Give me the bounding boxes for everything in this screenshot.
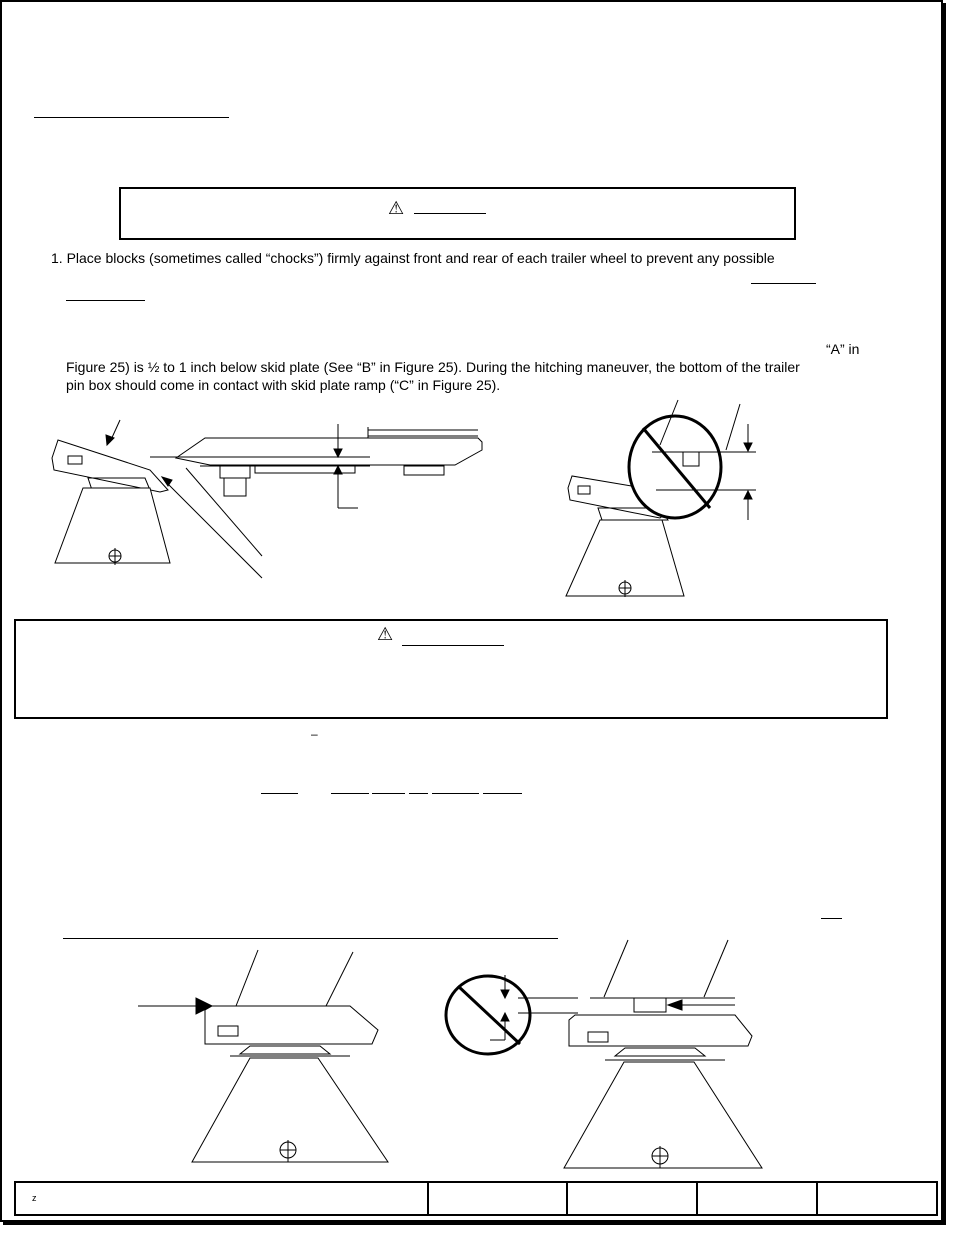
- warning-triangle-icon: ⚠: [388, 198, 405, 218]
- step-line-2: Figure 25) is ½ to 1 inch below skid plate (See “B” in Figure 25). During the hitching maneuver, the bottom of the trailer: [66, 359, 800, 375]
- step-1-text: 1. Place blocks (sometimes called “chocks”) firmly against front and rear of each trailer wheel to prevent any possible: [51, 250, 775, 266]
- footer-cell: [698, 1183, 818, 1214]
- footer-table: [14, 1181, 938, 1216]
- warning-triangle-icon: ⚠: [377, 624, 394, 644]
- footer-cell: [818, 1183, 936, 1214]
- footer-cell: [429, 1183, 568, 1214]
- footer-cell: [568, 1183, 698, 1214]
- step-line-3: pin box should come in contact with skid plate ramp (“C” in Figure 25).: [66, 377, 501, 393]
- footer-cell: z: [16, 1183, 429, 1214]
- a-in-fragment: “A” in: [826, 341, 860, 357]
- dash-mark: –: [311, 727, 318, 741]
